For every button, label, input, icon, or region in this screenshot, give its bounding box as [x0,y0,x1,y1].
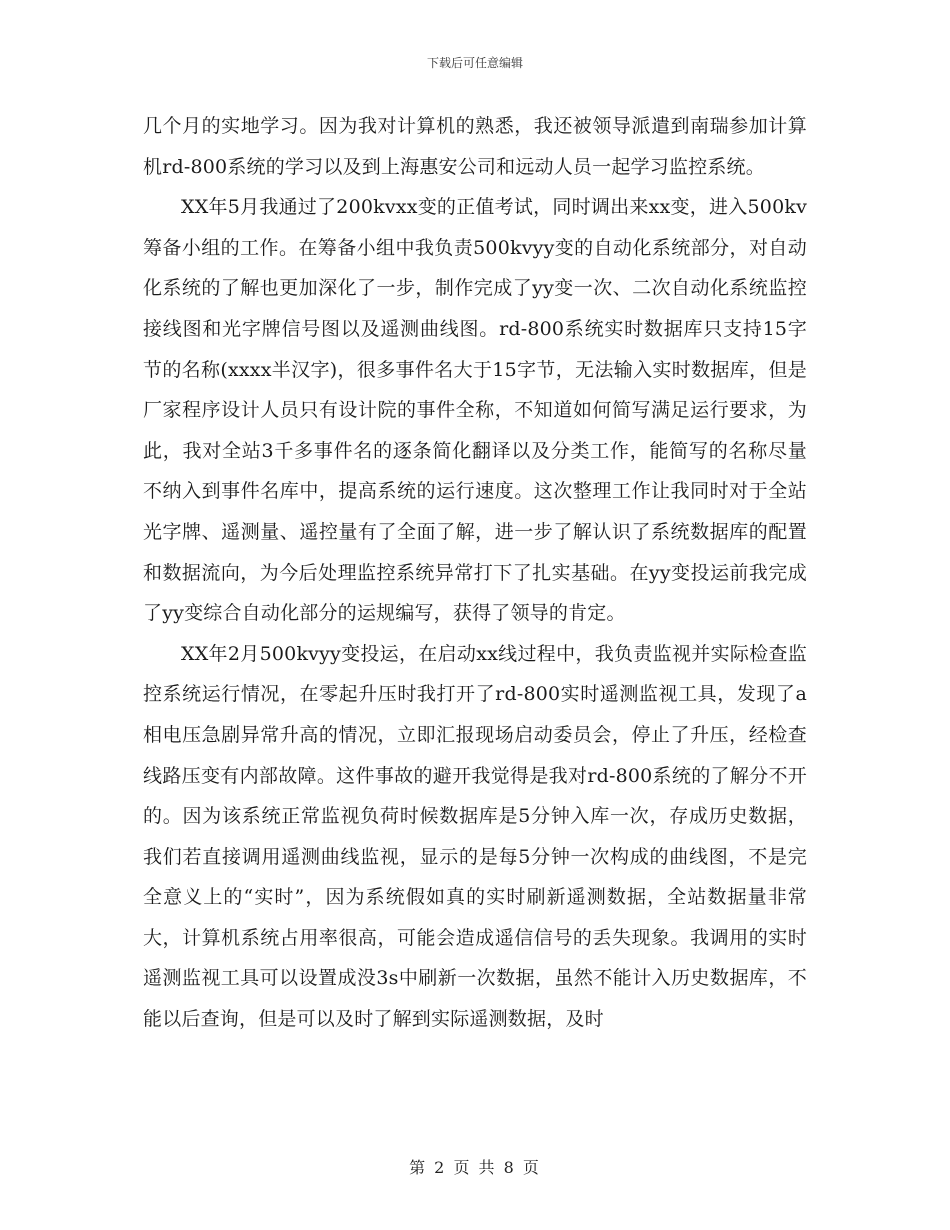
paragraph-1: 几个月的实地学习。因为我对计算机的熟悉，我还被领导派遣到南瑞参加计算机rd-800系统的学习以及到上海惠安公司和远动人员一起学习监控系统。 [143,115,807,178]
page-header: 下载后可任意编辑 [426,56,523,70]
document-body [143,106,807,1040]
paragraph-2: XX年5月我通过了200kvxx变的正值考试，同时调出来xx变，进入500kv筹备小组的工作。在筹备小组中我负责500kvyy变的自动化系统部分，对自动化系统的了解也更加深化了一步，制作完成了yy变一次、二次自动化系统监控接线图和光字牌信号图以及遥测曲线图。rd-800系统实时数据库只支持15字节的名称(xxxx半汉字)，很多事件名大于15字节，无法输入实时数据库，但是厂家程序设计人员只有设计院的事件全称，不知道如何简写满足运行要求，为此，我对全站3千多事件名的逐条简化翻译以及分类工作，能简写的名称尽量不纳入到事件名库中，提高系统的运行速度。这次整理工作让我同时对于全站光字牌、遥测量、遥控量有了全面了解，进一步了解认识了系统数据库的配置和数据流向，为今后处理监控系统异常打下了扎实基础。在yy变投运前我完成了yy变综合自动化部分的运规编写，获得了领导的肯定。 [143,196,807,625]
paragraph-3: XX年2月500kvyy变投运，在启动xx线过程中，我负责监视并实际检查监控系统运行情况，在零起升压时我打开了rd-800实时遥测监视工具，发现了a相电压急剧异常升高的情况，立即汇报现场启动委员会，停止了升压，经检查线路压变有内部故障。这件事故的避开我觉得是我对rd-800系统的了解分不开的。因为该系统正常监视负荷时候数据库是5分钟入库一次，存成历史数据，我们若直接调用遥测曲线监视，显示的是每5分钟一次构成的曲线图，不是完全意义上的“实时”，因为系统假如真的实时刷新遥测数据，全站数据量非常大，计算机系统占用率很高，可能会造成遥信信号的丢失现象。我调用的实时遥测监视工具可以设置成没3s中刷新一次数据，虽然不能计入历史数据库，不能以后查询，但是可以及时了解到实际遥测数据，及时 [143,642,807,1031]
page-footer: 第 2 页 共 8 页 [409,1158,541,1177]
